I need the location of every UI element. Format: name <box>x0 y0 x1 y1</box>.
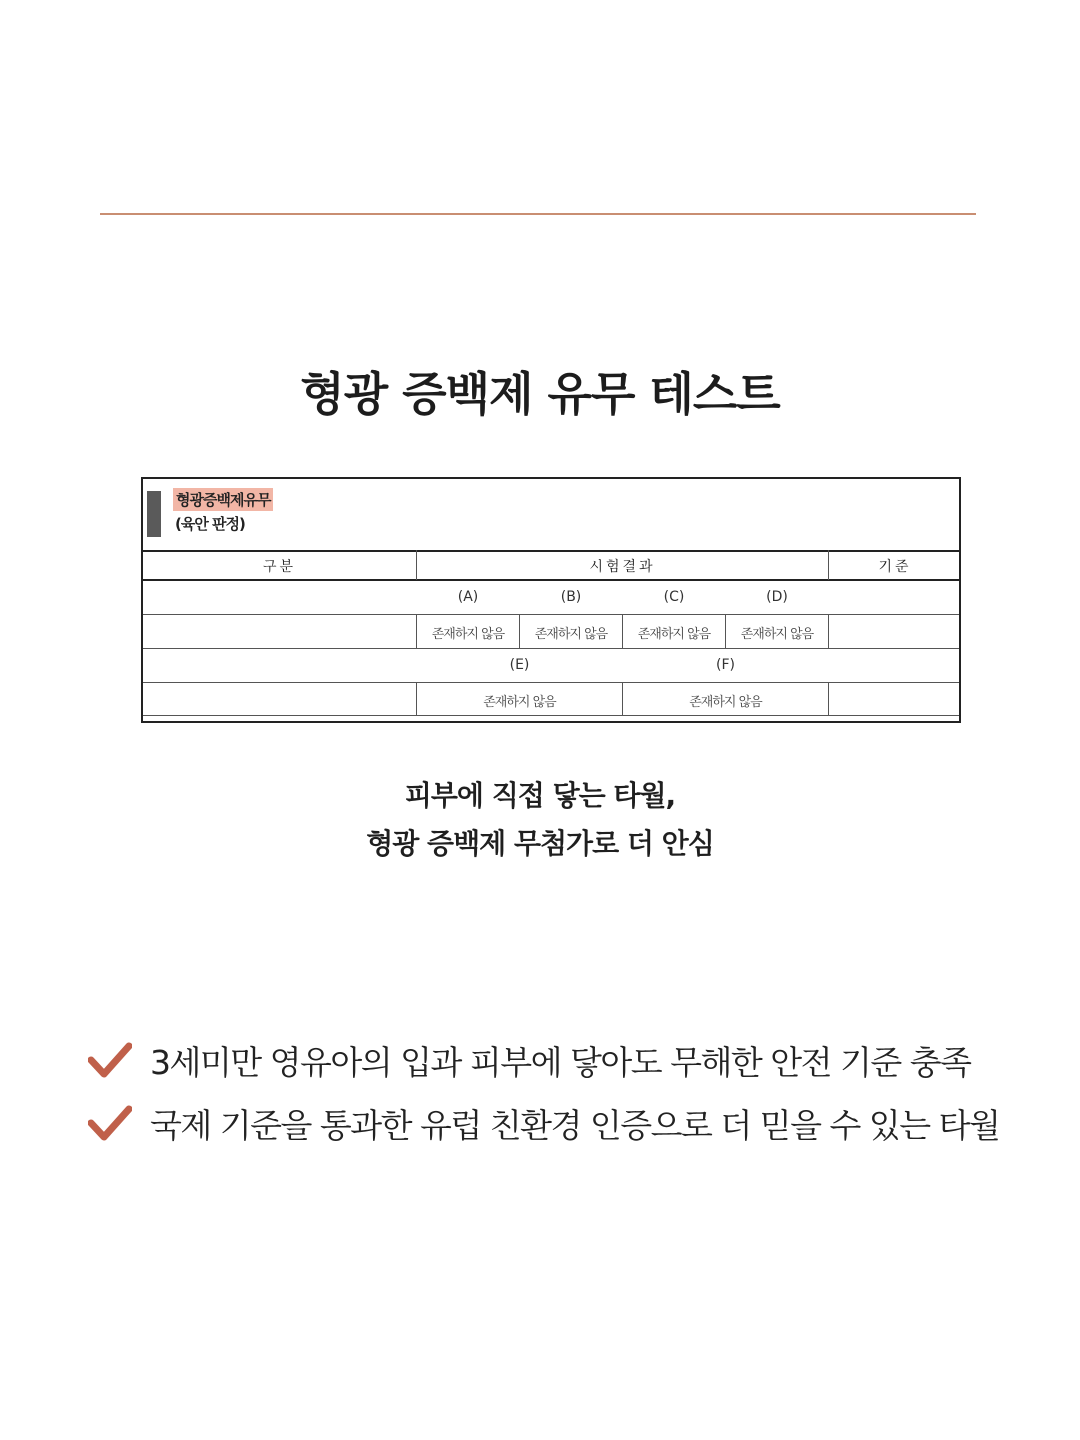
table-rule <box>143 550 959 552</box>
test-item-label: 형광증백제유무 <box>173 488 273 511</box>
check-icon <box>88 1040 132 1080</box>
table-rule <box>143 579 959 581</box>
table-rule <box>143 715 959 716</box>
section-divider <box>100 213 976 215</box>
check-icon <box>88 1103 132 1143</box>
caption-line-2: 형광 증백제 무첨가로 더 안심 <box>366 827 714 860</box>
page-title: 형광 증백제 유무 테스트 <box>300 367 780 421</box>
sample-label-a: (A) <box>457 589 479 605</box>
header-result: 시험결과 <box>589 559 656 575</box>
check-item-certification <box>88 1098 999 1148</box>
test-method-label: (육안 판정) <box>175 515 245 533</box>
header-marker <box>147 491 161 537</box>
test-report-table <box>141 477 961 723</box>
table-rule <box>143 682 959 683</box>
sample-value-b: 존재하지 않음 <box>534 627 608 642</box>
sample-label-c: (C) <box>663 589 685 605</box>
header-category: 구분 <box>262 559 297 575</box>
sample-label-d: (D) <box>766 589 788 605</box>
sample-value-e: 존재하지 않음 <box>483 695 556 710</box>
check-text: 3세미만 영유아의 입과 피부에 닿아도 무해한 안전 기준 충족 <box>150 1042 971 1082</box>
table-col-rule <box>828 682 829 715</box>
report-header <box>143 479 959 551</box>
sample-value-c: 존재하지 않음 <box>637 627 711 642</box>
sample-value-f: 존재하지 않음 <box>689 695 762 710</box>
sample-label-b: (B) <box>560 589 582 605</box>
sample-label-e: (E) <box>509 657 530 673</box>
table-rule <box>143 648 959 649</box>
check-item-safety <box>88 1035 971 1085</box>
caption-line-1: 피부에 직접 닿는 타월, <box>404 779 676 812</box>
table-rule <box>143 614 959 615</box>
sample-value-a: 존재하지 않음 <box>431 627 505 642</box>
sample-value-d: 존재하지 않음 <box>740 627 814 642</box>
table-col-rule <box>828 614 829 648</box>
header-standard: 기준 <box>878 559 912 575</box>
check-text: 국제 기준을 통과한 유럽 친환경 인증으로 더 믿을 수 있는 타월 <box>150 1105 1000 1145</box>
sample-label-f: (F) <box>716 657 735 673</box>
